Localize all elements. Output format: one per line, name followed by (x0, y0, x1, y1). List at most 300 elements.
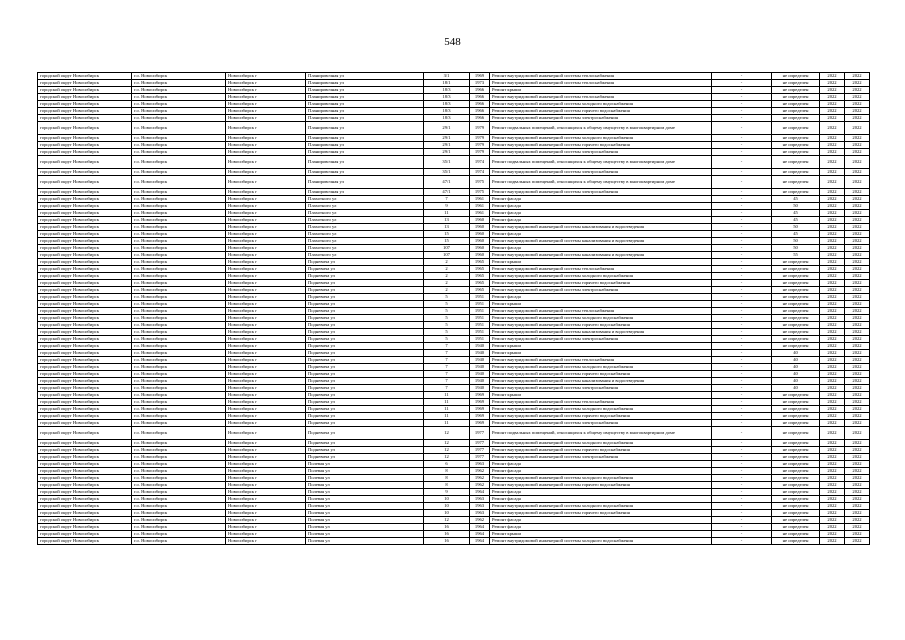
cell-year-end: 2022 (845, 440, 870, 447)
cell-year: 1951 (470, 336, 490, 343)
table-row (38, 427, 870, 440)
cell-city: Новосибирск г (226, 531, 306, 538)
table-row (38, 280, 870, 287)
cell-dash: - (712, 461, 772, 468)
table-row (38, 273, 870, 280)
cell-house-number: 29/1 (424, 142, 470, 149)
cell-house-number: 7 (424, 385, 470, 392)
cell-year: 1960 (470, 245, 490, 252)
cell-house-number: 35/1 (424, 169, 470, 176)
cell-district: г.о. Новосибирск (132, 231, 226, 238)
cell-house-number: 15 (424, 238, 470, 245)
cell-cost: не определен (772, 468, 820, 475)
cell-district: г.о. Новосибирск (132, 101, 226, 108)
cell-year-end: 2022 (845, 496, 870, 503)
cell-house-number: 18/3 (424, 108, 470, 115)
cell-year-end: 2022 (845, 122, 870, 135)
cell-municipality: городской округ Новосибирск (38, 399, 132, 406)
cell-work-type: Ремонт крыши (490, 301, 712, 308)
cell-district: г.о. Новосибирск (132, 149, 226, 156)
table-row (38, 350, 870, 357)
cell-year: 1966 (470, 101, 490, 108)
cell-work-type: Ремонт крыши (490, 531, 712, 538)
cell-year-end: 2022 (845, 468, 870, 475)
cell-cost: не определен (772, 524, 820, 531)
cell-work-type: Ремонт подвальных помещений, относящихся к общему имуществу в многоквартирном доме (490, 427, 712, 440)
cell-municipality: городской округ Новосибирск (38, 189, 132, 196)
cell-house-number: 6 (424, 461, 470, 468)
cell-street: Полевая ул (306, 461, 424, 468)
cell-year-end: 2022 (845, 447, 870, 454)
table-row (38, 189, 870, 196)
cell-work-type: Ремонт внутридомовой инженерной системы теплоснабжения (490, 308, 712, 315)
cell-work-type: Ремонт фасада (490, 203, 712, 210)
cell-year-end: 2022 (845, 343, 870, 350)
cell-house-number: 11 (424, 392, 470, 399)
cell-city: Новосибирск г (226, 482, 306, 489)
cell-municipality: городской округ Новосибирск (38, 280, 132, 287)
cell-year-end: 2022 (845, 454, 870, 461)
cell-year-end: 2022 (845, 273, 870, 280)
cell-year: 1965 (470, 287, 490, 294)
cell-year: 1951 (470, 308, 490, 315)
cell-house-number: 7 (424, 343, 470, 350)
cell-district: г.о. Новосибирск (132, 350, 226, 357)
cell-district: г.о. Новосибирск (132, 287, 226, 294)
table-row (38, 231, 870, 238)
cell-year-start: 2022 (820, 245, 845, 252)
cell-municipality: городской округ Новосибирск (38, 475, 132, 482)
cell-district: г.о. Новосибирск (132, 252, 226, 259)
cell-district: г.о. Новосибирск (132, 420, 226, 427)
cell-municipality: городской округ Новосибирск (38, 461, 132, 468)
cell-year-end: 2022 (845, 392, 870, 399)
cell-year-start: 2022 (820, 406, 845, 413)
cell-work-type: Ремонт внутридомовой инженерной системы канализования и водоотведения (490, 238, 712, 245)
cell-dash: - (712, 524, 772, 531)
cell-district: г.о. Новосибирск (132, 468, 226, 475)
cell-municipality: городской округ Новосибирск (38, 196, 132, 203)
cell-district: г.о. Новосибирск (132, 115, 226, 122)
cell-city: Новосибирск г (226, 406, 306, 413)
cell-district: г.о. Новосибирск (132, 524, 226, 531)
cell-district: г.о. Новосибирск (132, 308, 226, 315)
cell-city: Новосибирск г (226, 169, 306, 176)
cell-city: Новосибирск г (226, 149, 306, 156)
cell-cost: 45 (772, 196, 820, 203)
cell-municipality: городской округ Новосибирск (38, 156, 132, 169)
cell-work-type: Ремонт внутридомовой инженерной системы канализования и водоотведения (490, 224, 712, 231)
cell-year-end: 2022 (845, 510, 870, 517)
cell-city: Новосибирск г (226, 203, 306, 210)
cell-street: Полевая ул (306, 482, 424, 489)
cell-municipality: городской округ Новосибирск (38, 224, 132, 231)
cell-year-end: 2022 (845, 315, 870, 322)
cell-year-end: 2022 (845, 385, 870, 392)
cell-cost: не определен (772, 108, 820, 115)
cell-city: Новосибирск г (226, 273, 306, 280)
cell-city: Новосибирск г (226, 73, 306, 80)
cell-work-type: Ремонт внутридомовой инженерной системы горячего водоснабжения (490, 371, 712, 378)
cell-house-number: 15 (424, 231, 470, 238)
cell-work-type: Ремонт внутридомовой инженерной системы холодного водоснабжения (490, 273, 712, 280)
table-row (38, 252, 870, 259)
cell-city: Новосибирск г (226, 343, 306, 350)
cell-municipality: городской округ Новосибирск (38, 510, 132, 517)
cell-municipality: городской округ Новосибирск (38, 413, 132, 420)
cell-city: Новосибирск г (226, 252, 306, 259)
cell-year-start: 2022 (820, 94, 845, 101)
cell-cost: 40 (772, 385, 820, 392)
table-row (38, 94, 870, 101)
cell-dash: - (712, 308, 772, 315)
cell-year-start: 2022 (820, 503, 845, 510)
cell-municipality: городской округ Новосибирск (38, 135, 132, 142)
cell-municipality: городской округ Новосибирск (38, 517, 132, 524)
cell-dash: - (712, 115, 772, 122)
table-row (38, 538, 870, 545)
cell-municipality: городской округ Новосибирск (38, 496, 132, 503)
table-row (38, 329, 870, 336)
cell-year-start: 2022 (820, 259, 845, 266)
cell-dash: - (712, 378, 772, 385)
cell-street: Планировочная ул (306, 156, 424, 169)
table-row (38, 399, 870, 406)
cell-year: 1962 (470, 482, 490, 489)
cell-dash: - (712, 503, 772, 510)
table-row (38, 108, 870, 115)
cell-city: Новосибирск г (226, 210, 306, 217)
cell-city: Новосибирск г (226, 496, 306, 503)
cell-cost: не определен (772, 87, 820, 94)
cell-year-start: 2022 (820, 371, 845, 378)
cell-work-type: Ремонт внутридомовой инженерной системы горячего водоснабжения (490, 510, 712, 517)
cell-city: Новосибирск г (226, 217, 306, 224)
cell-work-type: Ремонт внутридомовой инженерной системы теплоснабжения (490, 94, 712, 101)
cell-street: Подневича ул (306, 350, 424, 357)
cell-municipality: городской округ Новосибирск (38, 343, 132, 350)
cell-cost: не определен (772, 115, 820, 122)
cell-year: 1966 (470, 87, 490, 94)
cell-work-type: Ремонт внутридомовой инженерной системы холодного водоснабжения (490, 101, 712, 108)
cell-year: 1973 (470, 80, 490, 87)
cell-cost: не определен (772, 266, 820, 273)
cell-cost: 50 (772, 224, 820, 231)
cell-work-type: Ремонт фасада (490, 517, 712, 524)
cell-year-start: 2022 (820, 399, 845, 406)
cell-year: 1965 (470, 259, 490, 266)
table-row (38, 406, 870, 413)
cell-year-end: 2022 (845, 406, 870, 413)
cell-district: г.о. Новосибирск (132, 427, 226, 440)
cell-year-end: 2022 (845, 294, 870, 301)
cell-city: Новосибирск г (226, 538, 306, 545)
cell-work-type: Ремонт внутридомовой инженерной системы электроснабжения (490, 420, 712, 427)
cell-year: 1940 (470, 357, 490, 364)
cell-district: г.о. Новосибирск (132, 385, 226, 392)
cell-house-number: 2 (424, 280, 470, 287)
cell-cost: не определен (772, 149, 820, 156)
cell-dash: - (712, 217, 772, 224)
cell-year-end: 2022 (845, 238, 870, 245)
table-row (38, 210, 870, 217)
cell-city: Новосибирск г (226, 413, 306, 420)
cell-year-end: 2022 (845, 169, 870, 176)
cell-year-end: 2022 (845, 489, 870, 496)
cell-year: 1964 (470, 489, 490, 496)
cell-cost: 50 (772, 238, 820, 245)
cell-cost: не определен (772, 280, 820, 287)
cell-year-end: 2022 (845, 280, 870, 287)
cell-street: Полевая ул (306, 503, 424, 510)
cell-year: 1965 (470, 280, 490, 287)
cell-district: г.о. Новосибирск (132, 461, 226, 468)
cell-dash: - (712, 80, 772, 87)
table-row (38, 87, 870, 94)
cell-year-start: 2022 (820, 210, 845, 217)
cell-dash: - (712, 245, 772, 252)
cell-district: г.о. Новосибирск (132, 329, 226, 336)
cell-work-type: Ремонт внутридомовой инженерной системы холодного водоснабжения (490, 406, 712, 413)
cell-cost: не определен (772, 329, 820, 336)
cell-year-start: 2022 (820, 531, 845, 538)
cell-work-type: Ремонт внутридомовой инженерной системы горячего водоснабжения (490, 413, 712, 420)
cell-year-start: 2022 (820, 196, 845, 203)
cell-city: Новосибирск г (226, 301, 306, 308)
cell-municipality: городской округ Новосибирск (38, 357, 132, 364)
cell-house-number: 29/1 (424, 149, 470, 156)
cell-dash: - (712, 496, 772, 503)
cell-dash: - (712, 399, 772, 406)
cell-municipality: городской округ Новосибирск (38, 329, 132, 336)
cell-dash: - (712, 122, 772, 135)
cell-street: Планировочная ул (306, 80, 424, 87)
table-row (38, 322, 870, 329)
cell-work-type: Ремонт внутридомовой инженерной системы холодного водоснабжения (490, 475, 712, 482)
cell-house-number: 13 (424, 224, 470, 231)
cell-city: Новосибирск г (226, 108, 306, 115)
cell-cost: не определен (772, 101, 820, 108)
cell-municipality: городской округ Новосибирск (38, 454, 132, 461)
cell-street: Подневича ул (306, 413, 424, 420)
cell-municipality: городской округ Новосибирск (38, 273, 132, 280)
cell-year-end: 2022 (845, 336, 870, 343)
cell-municipality: городской округ Новосибирск (38, 308, 132, 315)
cell-house-number: 9 (424, 203, 470, 210)
cell-year: 1940 (470, 371, 490, 378)
cell-year: 1962 (470, 517, 490, 524)
cell-year-start: 2022 (820, 294, 845, 301)
cell-year-start: 2022 (820, 101, 845, 108)
cell-cost: 40 (772, 357, 820, 364)
cell-year-end: 2022 (845, 364, 870, 371)
cell-street: Плахотного ул (306, 196, 424, 203)
cell-house-number: 29/1 (424, 135, 470, 142)
cell-district: г.о. Новосибирск (132, 357, 226, 364)
cell-street: Подневича ул (306, 343, 424, 350)
cell-work-type: Ремонт внутридомовой инженерной системы теплоснабжения (490, 80, 712, 87)
cell-district: г.о. Новосибирск (132, 447, 226, 454)
cell-work-type: Ремонт внутридомовой инженерной системы электроснабжения (490, 454, 712, 461)
cell-dash: - (712, 489, 772, 496)
cell-street: Планировочная ул (306, 108, 424, 115)
cell-year-end: 2022 (845, 531, 870, 538)
cell-cost: не определен (772, 420, 820, 427)
cell-district: г.о. Новосибирск (132, 73, 226, 80)
cell-dash: - (712, 142, 772, 149)
cell-district: г.о. Новосибирск (132, 482, 226, 489)
cell-work-type: Ремонт подвальных помещений, относящихся к общему имуществу в многоквартирном доме (490, 176, 712, 189)
cell-municipality: городской округ Новосибирск (38, 378, 132, 385)
cell-year: 1961 (470, 203, 490, 210)
cell-year-end: 2022 (845, 252, 870, 259)
cell-dash: - (712, 329, 772, 336)
cell-city: Новосибирск г (226, 357, 306, 364)
cell-district: г.о. Новосибирск (132, 406, 226, 413)
cell-year-start: 2022 (820, 176, 845, 189)
cell-house-number: 11 (424, 210, 470, 217)
cell-district: г.о. Новосибирск (132, 364, 226, 371)
cell-district: г.о. Новосибирск (132, 475, 226, 482)
cell-year-end: 2022 (845, 322, 870, 329)
cell-house-number: 7 (424, 350, 470, 357)
cell-year-start: 2022 (820, 156, 845, 169)
cell-dash: - (712, 447, 772, 454)
cell-dash: - (712, 301, 772, 308)
cell-district: г.о. Новосибирск (132, 189, 226, 196)
cell-city: Новосибирск г (226, 336, 306, 343)
cell-year-start: 2022 (820, 280, 845, 287)
capital-repair-table (37, 72, 870, 545)
cell-house-number: 16 (424, 538, 470, 545)
cell-year: 1969 (470, 73, 490, 80)
cell-street: Планировочная ул (306, 122, 424, 135)
cell-year-start: 2022 (820, 343, 845, 350)
table-row (38, 115, 870, 122)
cell-municipality: городской округ Новосибирск (38, 531, 132, 538)
table-row (38, 371, 870, 378)
table-row (38, 524, 870, 531)
cell-city: Новосибирск г (226, 399, 306, 406)
table-row (38, 122, 870, 135)
cell-year-end: 2022 (845, 231, 870, 238)
cell-municipality: городской округ Новосибирск (38, 203, 132, 210)
table-row (38, 149, 870, 156)
cell-street: Подневича ул (306, 329, 424, 336)
cell-work-type: Ремонт крыши (490, 87, 712, 94)
cell-district: г.о. Новосибирск (132, 503, 226, 510)
table-row (38, 385, 870, 392)
cell-year: 1965 (470, 273, 490, 280)
cell-house-number: 12 (424, 427, 470, 440)
cell-year: 1964 (470, 538, 490, 545)
cell-cost: не определен (772, 475, 820, 482)
cell-year-end: 2022 (845, 350, 870, 357)
cell-dash: - (712, 176, 772, 189)
cell-city: Новосибирск г (226, 322, 306, 329)
cell-year-end: 2022 (845, 482, 870, 489)
cell-work-type: Ремонт внутридомовой инженерной системы горячего водоснабжения (490, 108, 712, 115)
cell-cost: не определен (772, 538, 820, 545)
cell-year-start: 2022 (820, 231, 845, 238)
cell-work-type: Ремонт внутридомовой инженерной системы горячего водоснабжения (490, 280, 712, 287)
cell-cost: не определен (772, 80, 820, 87)
cell-cost: не определен (772, 259, 820, 266)
cell-year-start: 2022 (820, 447, 845, 454)
cell-street: Полевая ул (306, 538, 424, 545)
cell-district: г.о. Новосибирск (132, 538, 226, 545)
cell-street: Плахотного ул (306, 238, 424, 245)
table-row (38, 169, 870, 176)
cell-city: Новосибирск г (226, 503, 306, 510)
cell-dash: - (712, 259, 772, 266)
cell-municipality: городской округ Новосибирск (38, 80, 132, 87)
cell-cost: не определен (772, 531, 820, 538)
cell-dash: - (712, 224, 772, 231)
cell-year: 1977 (470, 447, 490, 454)
cell-street: Планировочная ул (306, 115, 424, 122)
cell-house-number: 10 (424, 503, 470, 510)
cell-street: Подневича ул (306, 378, 424, 385)
cell-district: г.о. Новосибирск (132, 378, 226, 385)
cell-district: г.о. Новосибирск (132, 266, 226, 273)
cell-work-type: Ремонт внутридомовой инженерной системы горячего водоснабжения (490, 142, 712, 149)
cell-city: Новосибирск г (226, 427, 306, 440)
cell-year-end: 2022 (845, 217, 870, 224)
cell-cost: 40 (772, 364, 820, 371)
cell-district: г.о. Новосибирск (132, 87, 226, 94)
cell-dash: - (712, 73, 772, 80)
cell-year: 1962 (470, 475, 490, 482)
table-row (38, 336, 870, 343)
cell-house-number: 18/3 (424, 94, 470, 101)
table-row (38, 461, 870, 468)
table-row (38, 294, 870, 301)
cell-house-number: 5 (424, 322, 470, 329)
cell-work-type: Ремонт внутридомовой инженерной системы электроснабжения (490, 189, 712, 196)
cell-city: Новосибирск г (226, 447, 306, 454)
table-row (38, 413, 870, 420)
cell-cost: не определен (772, 301, 820, 308)
cell-year-start: 2022 (820, 510, 845, 517)
cell-street: Планировочная ул (306, 135, 424, 142)
cell-year: 1960 (470, 224, 490, 231)
cell-dash: - (712, 156, 772, 169)
cell-city: Новосибирск г (226, 385, 306, 392)
cell-year-start: 2022 (820, 517, 845, 524)
cell-street: Подневича ул (306, 315, 424, 322)
cell-house-number: 7 (424, 378, 470, 385)
cell-street: Подневича ул (306, 392, 424, 399)
cell-year-start: 2022 (820, 413, 845, 420)
cell-dash: - (712, 371, 772, 378)
cell-house-number: 2 (424, 273, 470, 280)
cell-cost: не определен (772, 461, 820, 468)
cell-district: г.о. Новосибирск (132, 203, 226, 210)
cell-street: Подневича ул (306, 399, 424, 406)
cell-municipality: городской округ Новосибирск (38, 87, 132, 94)
cell-district: г.о. Новосибирск (132, 156, 226, 169)
cell-district: г.о. Новосибирск (132, 108, 226, 115)
table-row (38, 420, 870, 427)
cell-municipality: городской округ Новосибирск (38, 115, 132, 122)
cell-district: г.о. Новосибирск (132, 245, 226, 252)
cell-work-type: Ремонт внутридомовой инженерной системы холодного водоснабжения (490, 503, 712, 510)
cell-year: 1969 (470, 420, 490, 427)
cell-dash: - (712, 149, 772, 156)
cell-year: 1975 (470, 189, 490, 196)
cell-year-end: 2022 (845, 287, 870, 294)
